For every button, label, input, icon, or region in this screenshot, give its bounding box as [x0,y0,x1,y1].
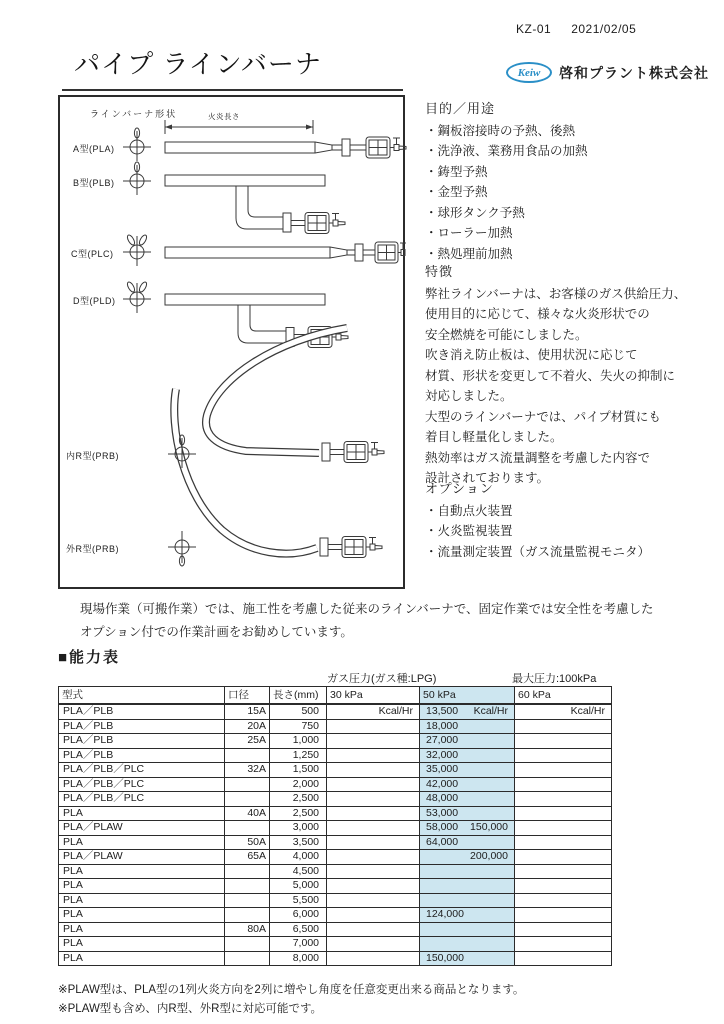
cell-50kpa [419,705,514,719]
cell-30kpa [326,792,419,806]
cell-60kpa [514,821,611,835]
cell-bore: 32A [224,763,269,777]
model-label-c: C型(PLC) [71,249,114,259]
cell-30kpa [326,749,419,763]
capacity-table-row [59,820,611,835]
cell-length: 1,000 [269,734,326,748]
cell-bore: 80A [224,923,269,937]
cell-bore [224,749,269,763]
col-header-length: 長さ(mm) [269,687,326,703]
cell-50kpa [419,923,514,937]
cell-length: 3,500 [269,836,326,850]
features-line: 対応しました。 [425,389,513,403]
cell-model: PLA／PLB／PLC [63,792,145,804]
capacity-table-row [59,922,611,937]
purpose-item: ・鋼板溶接時の予熱、後熱 [425,123,576,138]
document-header [516,22,636,36]
col-header-bore: 口径 [224,687,269,703]
burner-d-drawing [165,294,348,348]
cell-50kpa [419,792,514,806]
cell-30kpa [326,836,419,850]
cell-50kpa [419,778,514,792]
features-line: 吹き消え防止板は、使用状況に応じて [425,348,638,362]
title-divider [62,89,403,91]
capacity-table-row [59,704,611,719]
cell-50kpa [419,763,514,777]
col-header-model: 型式 [62,689,83,701]
capacity-table-row [59,835,611,850]
cell-model: PLA／PLB [63,734,114,746]
purpose-item: ・鋳型予熱 [425,164,488,179]
cell-bore [224,778,269,792]
col-header-60kpa: 60 kPa [514,687,611,703]
burner-line-art [60,97,407,591]
features-line: 熱効率はガス流量調整を考慮した内容で [425,450,651,465]
cell-length: 8,000 [269,952,326,966]
cell-50kpa-value: 35,000 [426,763,459,775]
model-label-b: B型(PLB) [73,178,115,188]
burner-c-drawing [165,242,406,263]
cell-50kpa-value: 13,500 [426,705,459,717]
cell-50kpa [419,749,514,763]
footnote-line: ※PLAW型は、PLA型の1列火炎方向を2列に増やし角度を任意変更出来る商品となります。 [58,984,525,996]
cell-60kpa [514,749,611,763]
flame-section-icon-d [123,281,151,313]
options-section [425,479,717,562]
cell-model: PLA [63,951,83,964]
capacity-table-row [59,777,611,792]
cell-50kpa [419,879,514,893]
cell-model: PLA／PLB [63,705,114,717]
company-logo-icon: Keiw [506,62,552,83]
cell-model: PLA [63,908,83,920]
cell-50kpa-value: 150,000 [426,951,464,964]
purpose-item: ・洗浄液、業務用食品の加熱 [425,144,588,158]
cell-50kpa [419,807,514,821]
max-pressure-label: 最大圧力:100kPa [512,673,597,685]
cell-50kpa-value: 42,000 [426,777,459,790]
cell-length: 2,000 [269,778,326,792]
diagram-caption: ラインバーナ形状 [90,109,178,119]
cell-30kpa [326,821,419,835]
cell-length: 2,500 [269,792,326,806]
cell-bore [224,879,269,893]
flame-section-icon-b [123,162,151,195]
cell-bore [224,865,269,879]
cell-50kpa-extra: 200,000 [470,850,508,862]
cell-60kpa [514,879,611,893]
cell-model: PLA／PLAW [63,850,123,862]
cell-length: 3,000 [269,821,326,835]
cell-30kpa [326,734,419,748]
cell-30kpa [326,865,419,879]
cell-model: PLA [63,893,83,906]
cell-bore: 15A [224,705,269,719]
cell-60kpa [514,836,611,850]
cell-bore [224,937,269,951]
cell-30kpa [326,763,419,777]
cell-50kpa-value: 124,000 [426,908,464,920]
option-item: ・火炎監視装置 [425,524,513,538]
cell-50kpa [419,836,514,850]
capacity-table-heading: ■能力表 [58,649,121,666]
cell-50kpa-value: 64,000 [426,835,459,848]
cell-60kpa [514,720,611,734]
cell-50kpa-value: 18,000 [426,719,459,732]
gas-pressure-label: ガス圧力(ガス種:LPG) [327,673,437,685]
cell-50kpa-value: 32,000 [426,748,459,761]
features-line: 安全燃焼を可能にしました。 [425,327,588,342]
capacity-table-row [59,849,611,864]
options-heading: オプション [425,481,494,496]
cell-model: PLA [63,835,83,848]
features-section [425,262,717,489]
cell-model: PLA [63,922,83,935]
cell-30kpa [326,778,419,792]
cell-60kpa [514,908,611,922]
cell-60kpa [514,807,611,821]
cell-length: 7,000 [269,937,326,951]
cell-length: 5,500 [269,894,326,908]
purpose-list [425,121,717,265]
cell-30kpa [326,952,419,966]
cell-30kpa [326,850,419,864]
cell-bore: 65A [224,850,269,864]
cell-bore [224,792,269,806]
flame-section-icon-a [123,128,151,161]
footnotes [58,981,524,1018]
cell-50kpa-value: 27,000 [426,734,459,746]
capacity-table-row [59,791,611,806]
options-list [425,501,717,563]
cell-bore: 25A [224,734,269,748]
cell-length: 4,000 [269,850,326,864]
features-line: 設計されております。 [425,471,550,485]
capacity-table-row [59,951,611,966]
flame-section-icon-inner-r [168,435,196,468]
recommendation-paragraph [80,598,654,644]
cell-50kpa [419,821,514,835]
capacity-table-row [59,762,611,777]
model-label-outer-r: 外R型(PRB) [66,544,119,554]
cell-50kpa [419,952,514,966]
cell-model: PLA [63,806,83,819]
capacity-table-row [59,733,611,748]
cell-length: 5,000 [269,879,326,893]
cell-model: PLA／PLB／PLC [63,777,145,790]
cell-60kpa [514,850,611,864]
cell-30kpa [326,879,419,893]
company-header [506,62,709,83]
features-line: 材質、形状を変更して不着火、失火の抑制に [425,368,676,383]
purpose-heading: 目的／用途 [425,101,496,116]
capacity-table-row [59,864,611,879]
cell-model: PLA [63,864,83,877]
purpose-item: ・熱処理前加熱 [425,246,513,261]
features-line: 使用目的に応じて、様々な火炎形状での [425,307,650,321]
page-title: パイプ ラインバーナ [74,49,322,79]
company-name: 啓和プラント株式会社 [559,64,709,81]
capacity-table-row [59,748,611,763]
recommendation-line: オプション付での作業計画をお勧めしています。 [80,625,353,639]
recommendation-line: 現場作業（可搬作業）では、施工性を考慮した従来のラインバーナで、固定作業では安全性を考慮した [80,602,654,616]
capacity-table-row [59,806,611,821]
flame-length-dimension-label: 火炎長さ [208,112,240,121]
cell-60kpa [514,778,611,792]
capacity-table-row [59,907,611,922]
cell-30kpa: Kcal/Hr [326,705,419,719]
cell-60kpa [514,952,611,966]
footnote-line: ※PLAW型も含め、内R型、外R型に対応可能です。 [58,1002,323,1015]
features-line: 着目し軽量化しました。 [425,430,563,444]
option-item: ・流量測定装置（ガス流量監視モニタ） [425,544,651,559]
burner-inner-r-drawing [206,328,384,463]
cell-50kpa [419,720,514,734]
cell-60kpa [514,763,611,777]
capacity-table-row [59,893,611,908]
cell-length: 4,500 [269,865,326,879]
cell-length: 750 [269,720,326,734]
col-header-50kpa: 50 kPa [419,687,514,703]
flame-section-icon-outer-r [168,531,196,566]
cell-50kpa-value: 58,000 [426,821,459,833]
cell-50kpa-extra: Kcal/Hr [473,705,508,717]
cell-50kpa [419,865,514,879]
burner-shapes-diagram [58,95,405,589]
doc-number: KZ-01 [516,22,552,36]
cell-model: PLA／PLB／PLC [63,763,145,775]
purpose-item: ・ローラー加熱 [425,226,513,240]
cell-60kpa [514,792,611,806]
capacity-table-row [59,878,611,893]
burner-b-drawing [165,175,345,234]
cell-bore [224,894,269,908]
flame-section-icon-c [123,234,151,266]
model-label-inner-r: 内R型(PRB) [66,451,119,461]
cell-bore [224,952,269,966]
cell-60kpa [514,923,611,937]
cell-50kpa [419,937,514,951]
features-heading: 特徴 [425,264,454,279]
cell-30kpa [326,894,419,908]
capacity-table-row [59,719,611,734]
capacity-table-header-row [59,687,611,704]
cell-bore [224,908,269,922]
cell-30kpa [326,923,419,937]
cell-30kpa [326,908,419,922]
cell-60kpa [514,937,611,951]
cell-50kpa-extra: 150,000 [470,821,508,833]
purpose-item: ・球形タンク予熱 [425,205,525,220]
cell-60kpa: Kcal/Hr [514,705,611,719]
cell-length: 6,000 [269,908,326,922]
cell-length: 1,250 [269,749,326,763]
cell-50kpa [419,850,514,864]
doc-date: 2021/02/05 [571,22,637,36]
cell-length: 500 [269,705,326,719]
model-label-d: D型(PLD) [73,296,116,306]
burner-a-drawing [165,120,406,158]
cell-model: PLA [63,879,83,891]
cell-length: 2,500 [269,807,326,821]
option-item: ・自動点火装置 [425,503,513,518]
cell-30kpa [326,807,419,821]
features-line: 弊社ラインバーナは、お客様のガス供給圧力、 [425,286,687,301]
purpose-section [425,99,717,264]
capacity-table [58,686,612,966]
model-label-a: A型(PLA) [73,144,115,154]
capacity-table-row [59,936,611,951]
features-line: 大型のラインバーナでは、パイプ材質にも [425,409,661,424]
cell-50kpa-value: 48,000 [426,792,459,804]
cell-50kpa [419,894,514,908]
cell-bore [224,821,269,835]
cell-bore: 20A [224,720,269,734]
cell-30kpa [326,937,419,951]
purpose-item: ・金型予熱 [425,185,488,199]
col-header-30kpa: 30 kPa [326,687,419,703]
cell-60kpa [514,734,611,748]
cell-bore: 40A [224,807,269,821]
cell-60kpa [514,865,611,879]
cell-model: PLA [63,937,83,949]
cell-model: PLA／PLB [63,719,114,732]
cell-60kpa [514,894,611,908]
cell-length: 6,500 [269,923,326,937]
cell-length: 1,500 [269,763,326,777]
cell-model: PLA／PLAW [63,821,123,833]
cell-model: PLA／PLB [63,748,114,761]
features-text [425,284,717,489]
cell-50kpa-value: 53,000 [426,806,459,819]
cell-50kpa [419,908,514,922]
capacity-table-body [59,704,611,965]
cell-50kpa [419,734,514,748]
cell-30kpa [326,720,419,734]
cell-bore: 50A [224,836,269,850]
